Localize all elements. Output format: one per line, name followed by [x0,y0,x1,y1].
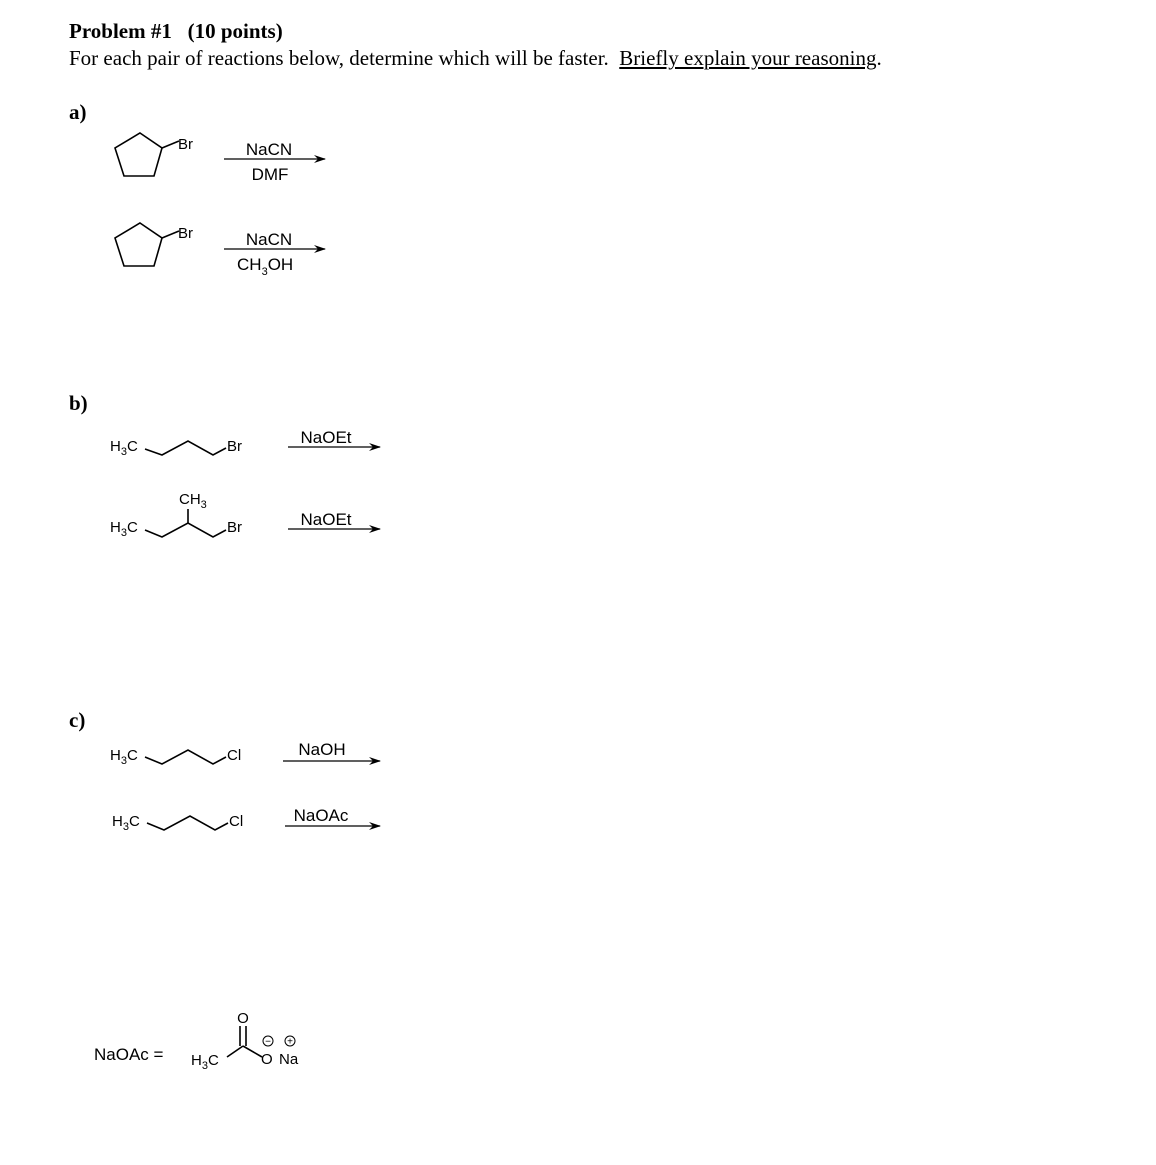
acetate-c-o-bond [243,1046,262,1057]
cyclopentane-ring [115,223,162,266]
methyl-label: $H_3C$ [110,438,138,458]
carbon-chain [147,816,228,830]
bromine-label: Br [178,225,193,242]
reagent-label: NaOAc [293,806,349,825]
reagent-label: NaOH [298,740,346,759]
reagent-label: NaOEt [300,510,352,529]
cyclopentane-ring [115,133,162,176]
instruction-end: . [876,46,882,70]
part-b-label: b) [69,391,88,415]
bromine-label: Br [227,438,242,455]
acetate-c-c-bond [227,1046,243,1057]
sodium-label: Na [279,1051,299,1068]
definition-lhs: NaOAc = [94,1045,164,1064]
part-c-reaction-2 [112,806,380,833]
part-c-reaction-1 [110,740,380,767]
solvent-label: DMF [251,165,289,184]
methyl-label: $H_3C$ [110,519,138,539]
reagent-label: NaCN [245,230,293,249]
reagent-label: NaCN [245,140,293,159]
instruction-text: For each pair of reactions below, determine which will be faster. [69,46,609,70]
part-b-reaction-1 [110,428,380,458]
carbon-chain [145,523,226,537]
carbon-chain [145,750,226,764]
part-a-reaction-1 [115,133,325,184]
problem-title: Problem #1 (10 points) [69,19,283,43]
positive-charge-sign: + [287,1036,293,1048]
negative-charge-sign: − [265,1036,271,1048]
bromine-label: Br [227,519,242,536]
reagent-label: NaOEt [300,428,352,447]
methyl-label: $H_3C$ [112,813,140,833]
bromine-label: Br [178,136,193,153]
carbon-chain [145,441,226,455]
chlorine-label: Cl [229,813,244,830]
acetate-methyl-label: $H_3C$ [191,1052,219,1072]
carbonyl-oxygen-label: O [237,1010,249,1027]
c-br-bond [162,141,179,148]
part-a-label: a) [69,100,87,124]
part-a-reaction-2 [115,223,325,278]
part-c-label: c) [69,708,86,732]
instruction-emphasis: Briefly explain your reasoning [619,46,877,70]
part-b-reaction-2 [110,491,380,539]
methyl-label: $H_3C$ [110,747,138,767]
solvent-label: $CH_3OH$ [237,255,294,278]
branch-methyl-label: $CH_3$ [179,491,207,511]
anionic-oxygen-label: O [261,1051,273,1068]
sodium-acetate-definition [94,1010,299,1072]
chlorine-label: Cl [227,747,242,764]
c-br-bond [162,231,179,238]
